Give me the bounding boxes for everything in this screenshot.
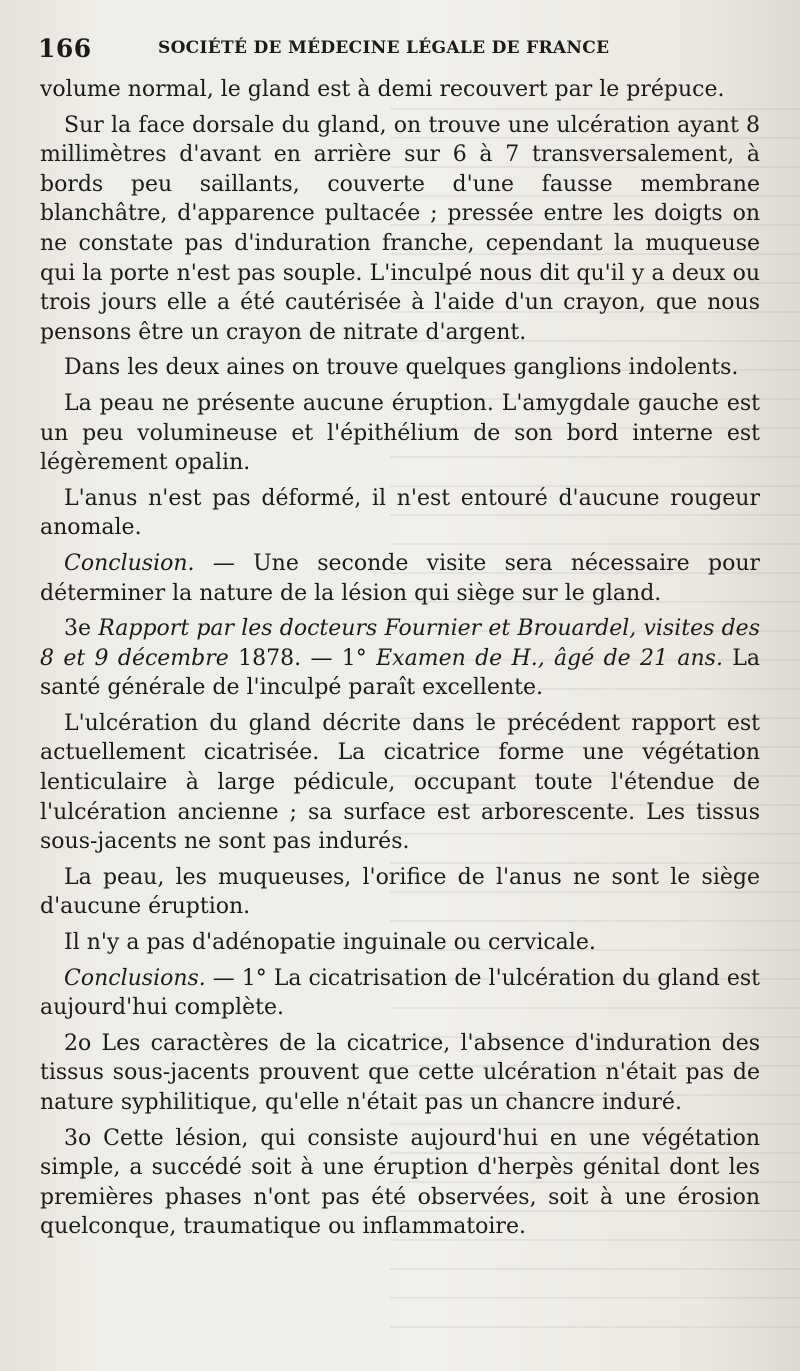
paragraph-2: Sur la face dorsale du gland, on trouve une ulcération ayant 8 millimètres d'avant en arrière sur 6 à 7 transversalement, à bords peu saillants, couverte d'une fausse membrane blanchâtre, d'apparence pultacée ; pressée entre les doigts on ne constate pas d'induration franche, cependant la muqueuse qui la porte n'est pas souple. L'inculpé nous dit qu'il y a deux ou trois jours elle a été cautérisée à l'aide d'un crayon, que nous pensons être un crayon de nitrate d'argent. [40, 112, 760, 345]
paragraph-13: 3o Cette lésion, qui consiste aujourd'hui en une végétation simple, a succédé soit à une éruption d'herpès génital dont les premières phases n'ont pas été observées, soit à une érosion quelconque, traumatique ou inflammatoire. [40, 1125, 760, 1240]
paragraph-5: L'anus n'est pas déformé, il n'est entouré d'aucune rougeur anomale. [40, 485, 760, 541]
body-text [40, 75, 760, 1248]
conclusion-label: Conclusion. [64, 550, 195, 576]
paragraph-12: 2o Les caractères de la cicatrice, l'absence d'induration des tissus sous-jacents prouvent que cette ulcération n'était pas de nature syphilitique, qu'elle n'était pas un chancre induré. [40, 1030, 760, 1115]
paragraph-8: L'ulcération du gland décrite dans le précédent rapport est actuellement cicatrisée. La cicatrice forme une végétation lenticulaire à large pédicule, occupant toute l'étendue de l'ulcération ancienne ; sa surface est arborescente. Les tissus sous-jacents ne sont pas indurés. [40, 710, 760, 855]
paragraph-9: La peau, les muqueuses, l'orifice de l'anus ne sont le siège d'aucune éruption. [40, 864, 760, 920]
rapport-title: Rapport par les docteurs Fournier et Brouardel, visites des 8 et 9 décembre [40, 616, 760, 671]
paragraph-rapport: 3e Rapport par les docteurs Fournier et Brouardel, visites des 8 et 9 décembre 1878. — 1° Examen de H., âgé de 21 ans. La santé générale de l'inculpé paraît excellente. [40, 616, 760, 701]
paragraph-3: Dans les deux aines on trouve quelques ganglions indolents. [64, 355, 739, 381]
examen-title: Examen de H., âgé de 21 ans. [376, 645, 723, 671]
paragraph-10: Il n'y a pas d'adénopatie inguinale ou cervicale. [64, 930, 596, 956]
paragraph-conclusion: Conclusion. — Une seconde visite sera nécessaire pour déterminer la nature de la lésion qui siège sur le gland. [40, 550, 760, 606]
running-head: SOCIÉTÉ DE MÉDECINE LÉGALE DE FRANCE [158, 38, 610, 58]
conclusions-label: Conclusions. [64, 965, 206, 991]
page-number: 166 [38, 34, 92, 63]
page-header [38, 34, 760, 64]
paragraph-conclusions: Conclusions. — 1° La cicatrisation de l'ulcération du gland est aujourd'hui complète. [40, 965, 760, 1021]
paragraph-4: La peau ne présente aucune éruption. L'amygdale gauche est un peu volumineuse et l'épithélium de son bord interne est légèrement opalin. [40, 390, 760, 476]
paragraph-1: volume normal, le gland est à demi recouvert par le prépuce. [40, 77, 725, 102]
